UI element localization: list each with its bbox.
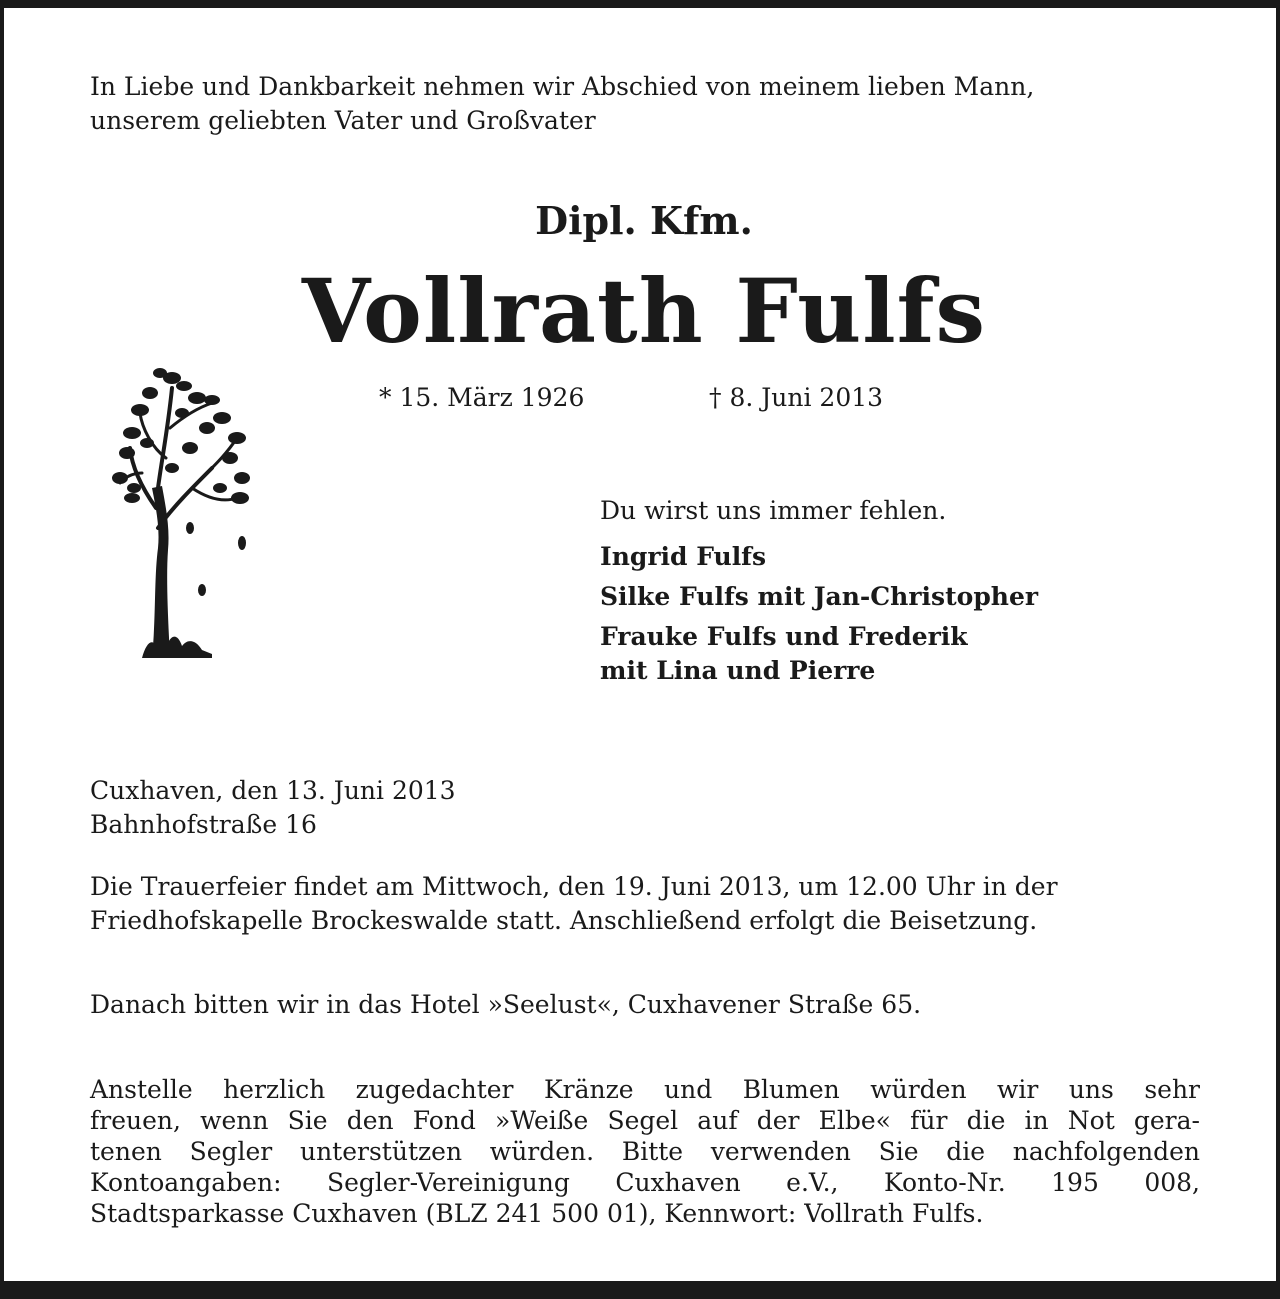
ceremony-line-2: Friedhofskapelle Brockeswalde statt. Anschließend erfolgt die Beisetzung. [90,906,1038,935]
mourner-name: Frauke Fulfs und Frederik [600,622,968,651]
donation-line: Stadtsparkasse Cuxhaven (BLZ 241 500 01), Kennwort: Vollrath Fulfs. [90,1199,984,1228]
mourners-block [600,494,1200,688]
ceremony-text [90,870,1200,938]
farewell-quote: Du wirst uns immer fehlen. [600,496,947,525]
intro-line-1: In Liebe und Dankbarkeit nehmen wir Abschied von meinem lieben Mann, [90,72,1035,101]
deceased-name: Vollrath Fulfs [301,259,987,363]
tree-icon [112,358,262,658]
reception-text: Danach bitten wir in das Hotel »Seelust«, Cuxhavener Straße 65. [90,990,922,1019]
mourner-name: mit Lina und Pierre [600,656,876,685]
mourner-name: Silke Fulfs mit Jan-Christopher [600,582,1039,611]
ceremony-line-1: Die Trauerfeier findet am Mittwoch, den 19. Juni 2013, um 12.00 Uhr in der [90,872,1058,901]
birth-date: * 15. März 1926 [379,383,585,412]
address-line: Bahnhofstraße 16 [90,810,317,839]
donation-line: Kontoangaben: Segler-Vereinigung Cuxhaven e.V., Konto-Nr. 195 008, [90,1168,1200,1197]
donation-text [90,1074,1200,1229]
donation-line: freuen, wenn Sie den Fond »Weiße Segel auf der Elbe« für die in Not gera- [90,1106,1200,1135]
death-date: † 8. Juni 2013 [709,383,884,412]
academic-title: Dipl. Kfm. [535,198,753,243]
mourner-name: Ingrid Fulfs [600,542,767,571]
intro-line-2: unserem geliebten Vater und Großvater [90,106,596,135]
intro-text [90,70,1200,138]
donation-line: tenen Segler unterstützen würden. Bitte verwenden Sie die nachfolgenden [90,1137,1200,1166]
date-line: Cuxhaven, den 13. Juni 2013 [90,776,456,805]
donation-line: Anstelle herzlich zugedachter Kränze und Blumen würden wir uns sehr [90,1075,1200,1104]
place-and-date [90,774,1200,842]
